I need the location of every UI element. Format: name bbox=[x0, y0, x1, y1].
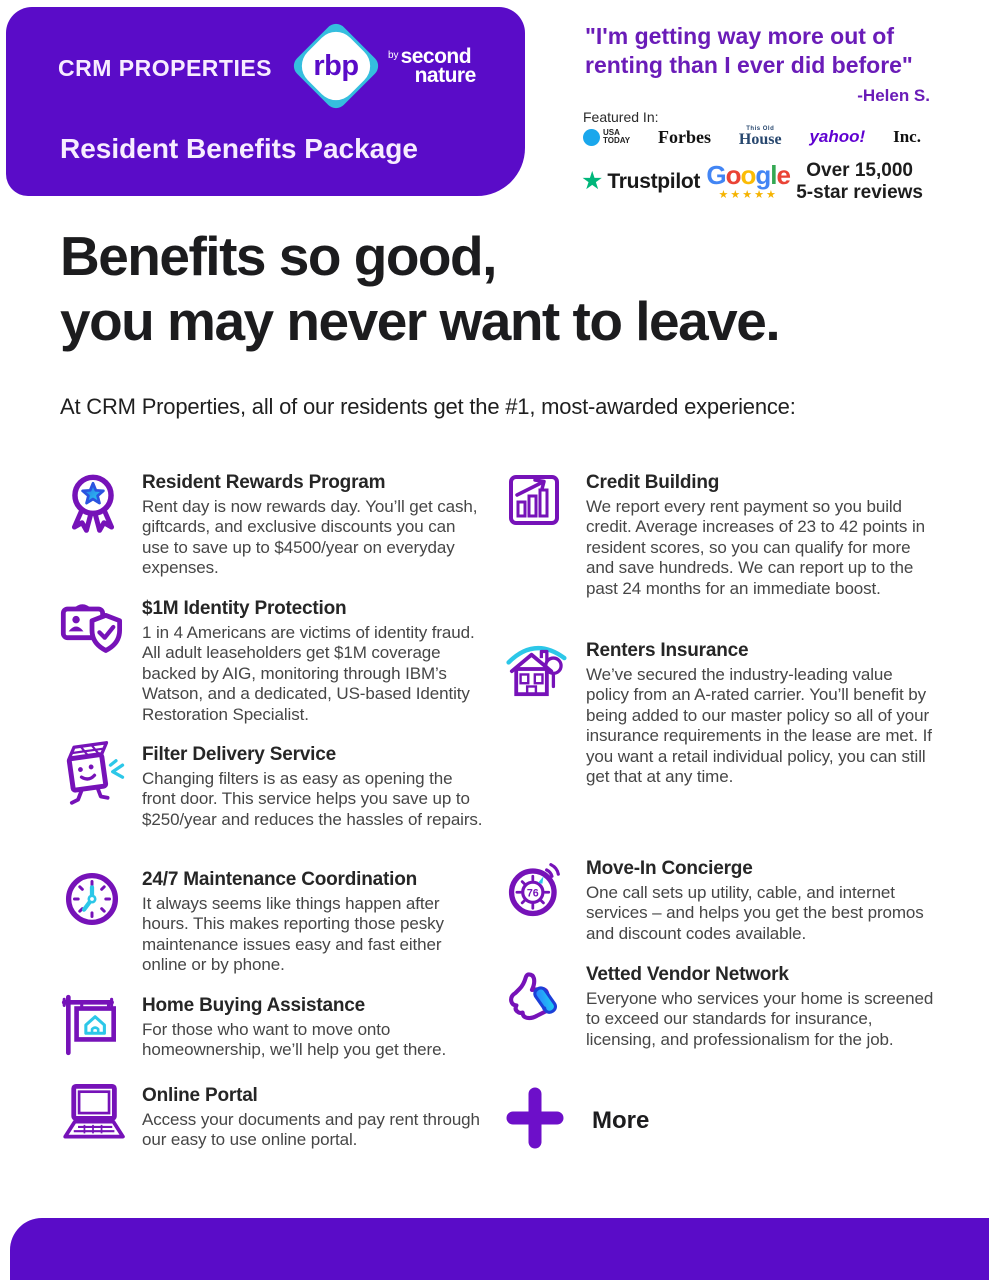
logo-by-label: by bbox=[388, 50, 399, 61]
reviews-row bbox=[581, 160, 923, 204]
trustpilot-logo: ★ Trustpilot bbox=[581, 167, 701, 196]
benefit-maintenance bbox=[58, 865, 486, 976]
benefit-description: One call sets up utility, cable, and internet services – and helps you get the best promos and discount codes available. bbox=[586, 883, 924, 943]
yahoo-logo: yahoo! bbox=[809, 127, 866, 146]
benefit-title: Vetted Vendor Network bbox=[586, 964, 789, 985]
rbp-logo-icon bbox=[293, 23, 379, 109]
benefit-description: 1 in 4 Americans are victims of identity fraud. All adult leaseholders get $1M coverage backed by AIG, monitoring through IBM’s Watson, and a dedicated, US-based Identity Restoration Specialist. bbox=[142, 623, 475, 724]
benefit-resident-rewards bbox=[58, 468, 486, 579]
second-nature-logo bbox=[388, 47, 476, 86]
more-label: More bbox=[592, 1106, 650, 1134]
benefit-title: Credit Building bbox=[586, 472, 720, 493]
google-logo: Google ★★★★★ bbox=[706, 160, 790, 202]
testimonial-attribution: -Helen S. bbox=[857, 86, 930, 105]
thermostat-dial-icon bbox=[502, 854, 586, 944]
laptop-icon bbox=[58, 1081, 142, 1151]
benefit-description: It always seems like things happen after hours. This makes reporting those pesky maintenance issues easy and fast either online or by phone. bbox=[142, 894, 444, 975]
clock-icon bbox=[58, 865, 142, 976]
trustpilot-star-icon: ★ bbox=[581, 167, 604, 196]
benefit-vetted-vendors bbox=[502, 960, 938, 1050]
benefit-credit-building bbox=[502, 468, 938, 599]
benefit-title: Online Portal bbox=[142, 1085, 258, 1106]
google-stars-icon: ★★★★★ bbox=[718, 189, 778, 202]
headline-line1: Benefits so good, bbox=[60, 225, 496, 287]
logo-brand-line2: nature bbox=[414, 64, 476, 88]
main-headline bbox=[60, 224, 779, 354]
benefit-online-portal bbox=[58, 1081, 486, 1151]
benefit-description: Rent day is now rewards day. You’ll get cash, giftcards, and exclusive discounts you can use to save up to $4500/year on everyday expenses. bbox=[142, 497, 478, 578]
benefit-title: $1M Identity Protection bbox=[142, 598, 347, 619]
thumbs-up-icon bbox=[502, 960, 586, 1050]
benefit-title: Renters Insurance bbox=[586, 640, 749, 661]
benefit-filter-delivery bbox=[58, 740, 486, 830]
usa-today-line1: USA bbox=[603, 127, 620, 137]
benefit-move-in-concierge bbox=[502, 854, 938, 944]
this-old-house-logo: This Old House bbox=[738, 126, 782, 148]
company-name: CRM PROPERTIES bbox=[58, 55, 273, 81]
featured-in-label: Featured In: bbox=[583, 109, 659, 125]
filter-box-icon bbox=[58, 740, 142, 830]
home-sign-icon bbox=[58, 991, 142, 1061]
usa-today-circle-icon bbox=[583, 129, 600, 146]
benefit-description: Changing filters is as easy as opening the front door. This service helps you save up to $250/year and reduces the hassles of repairs. bbox=[142, 769, 483, 829]
award-ribbon-icon bbox=[58, 468, 142, 579]
benefit-description: We’ve secured the industry-leading value policy from an A-rated carrier. You’ll benefit by being added to our master policy so all of your insurance requirements in the lease are met. If you want a retail individual policy, you can still get that at any time. bbox=[586, 665, 932, 786]
headline-line2: you may never want to leave. bbox=[60, 289, 780, 352]
benefit-description: We report every rent payment so you build credit. Average increases of 23 to 42 points in resident scores, so you can qualify for more and save hundreds. We can report up to the past 24 months for an immediate boost. bbox=[586, 497, 925, 598]
benefit-title: Filter Delivery Service bbox=[142, 744, 336, 765]
package-title: Resident Benefits Package bbox=[60, 133, 418, 164]
plus-icon bbox=[504, 1082, 566, 1159]
review-count-text: Over 15,000 5-star reviews bbox=[796, 160, 923, 203]
benefit-description: Everyone who services your home is screened to exceed our standards for insurance, licensing, and professionalism for the job. bbox=[586, 989, 934, 1049]
thermostat-value: 76 bbox=[526, 887, 539, 900]
inc-logo: Inc. bbox=[893, 127, 921, 146]
benefit-title: Resident Rewards Program bbox=[142, 472, 386, 493]
benefit-title: Move-In Concierge bbox=[586, 858, 753, 879]
benefit-home-buying bbox=[58, 991, 486, 1061]
header-card bbox=[6, 7, 525, 196]
forbes-logo: Forbes bbox=[658, 126, 712, 147]
benefit-renters-insurance bbox=[502, 636, 938, 787]
press-logos-row bbox=[583, 126, 921, 148]
more-row bbox=[504, 1082, 649, 1159]
insured-house-icon bbox=[502, 636, 586, 787]
subheadline: At CRM Properties, all of our residents get the #1, most-awarded experience: bbox=[60, 394, 796, 419]
benefit-description: Access your documents and pay rent through our easy to use online portal. bbox=[142, 1110, 480, 1150]
benefit-description: For those who want to move onto homeownership, we’ll help you get there. bbox=[142, 1020, 447, 1060]
benefit-title: Home Buying Assistance bbox=[142, 995, 365, 1016]
bar-chart-icon bbox=[502, 468, 586, 599]
footer-bar bbox=[10, 1218, 989, 1280]
usa-today-line2: TODAY bbox=[603, 136, 631, 145]
logo-brand-line1: second bbox=[400, 45, 472, 68]
benefit-identity-protection bbox=[58, 594, 486, 725]
id-card-shield-icon bbox=[58, 594, 142, 725]
usa-today-logo bbox=[583, 129, 630, 146]
rbp-logo-text: rbp bbox=[313, 49, 359, 82]
benefit-title: 24/7 Maintenance Coordination bbox=[142, 869, 418, 890]
testimonial-quote: "I'm getting way more out of renting than I ever did before" bbox=[585, 23, 913, 79]
